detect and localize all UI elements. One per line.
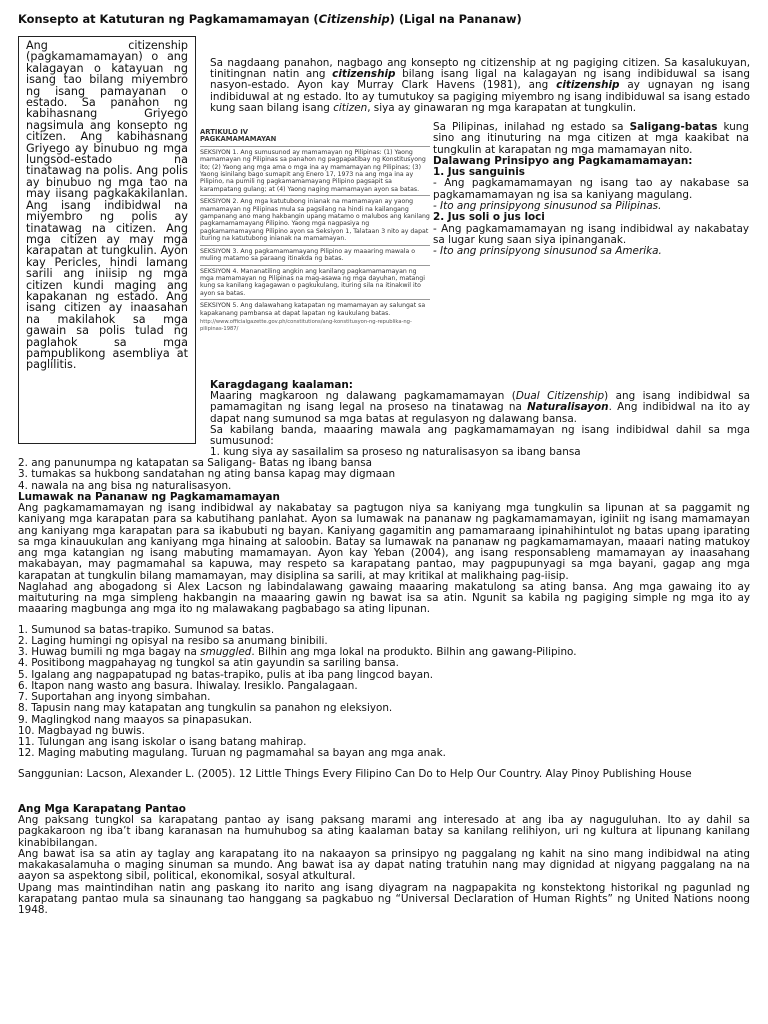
list-item-3-text: 3. Huwag bumili ng mga bagay na (18, 646, 201, 658)
loss-item-2: 2. ang panunumpa ng katapatan sa Saligang- Batas ng ibang bansa (18, 457, 372, 469)
article-section-1: SEKSIYON 1. Ang sumusunod ay mamamayan ng Pilipinas: (1) Yaong mamamayan ng Pilipinas sa panahon ng pagpapatibay ng Konstitusyong ito; (2) Yaong ang mga ama o mga ina ay mamamayan ng Pilipinas; (3) Yaong isinilang bago sumapit ang Enero 17, 1973 na ang mga ina ay Pilipino, na pumili ng pagkamamamayang Pilipino pagsapit sa karampatang gulang; at (4) Yaong naging mamamayan ayon sa batas. (200, 146, 430, 193)
constitution-article (200, 129, 430, 347)
additional-info (210, 380, 750, 458)
dual-italic: Dual Citizenship (515, 390, 605, 403)
intro-italic-1: citizen (333, 101, 368, 114)
naturalization-term: Naturalisayon (527, 401, 609, 414)
intro-text-1: Sa nagdaang panahon, nagbago ang konsepto ng citizenship at ng pagiging citizen. Sa kasalukuyan, tinitingnan natin ang (210, 57, 750, 81)
dual-text-3: . Ang indibidwal na ito ay dapat nang sumunod sa mga batas at regulasyon ng dalawang bansa. (210, 401, 750, 425)
list-item-3-italic: smuggled (200, 646, 252, 658)
article-section-3: SEKSIYON 3. Ang pagkamamamayang Pilipino ay maaaring mawala o muling matamo sa paraang itinakda ng batas. (200, 245, 430, 263)
dual-text-2: ) ang isang indibidwal sa pamamagitan ng isang legal na proseso na tinatawag na (210, 390, 751, 414)
article-section-4: SEKSIYON 4. Mananatiling angkin ang kanilang pagkamamamayan ng mga mamamayan ng Pilipinas na mag-asawa ng mga dayuhan, matangi kung sa kanilang kagagawan o pagkukulang, ituring sila na itinakwil ito ayon sa batas. (200, 265, 430, 298)
dual-text-1: Maaring magkaroon ng dalawang pagkamamamayan ( (210, 390, 516, 403)
human-rights-heading: Ang Mga Karapatang Pantao (18, 802, 186, 815)
source-citation: Sanggunian: Lacson, Alexander L. (2005). 12 Little Things Every Filipino Can Do to Help Our Country. Alay Pinoy Publishing House (18, 767, 692, 780)
jus-soli-heading: 2. Jus soli o jus loci (433, 211, 545, 224)
jus-sanguinis-note: - Ito ang prinsipyong sinusunod sa Pilipinas. (433, 200, 662, 213)
intro-text-3: ay ugnayan ng isang indibiduwal at ng estado. Ito ay tumutukoy sa pagiging miyembro ng isang indibiduwal sa isang estado kung saan bilang isang (210, 79, 750, 114)
intro-paragraph (210, 58, 750, 114)
article-subheading: PAGKAMAMAMAYAN (200, 135, 277, 144)
human-rights-paragraph-1: Ang paksang tungkol sa karapatang pantao ay isang paksang marami ang interesado at ang iba ay naguguluhan. Ito ay dahil sa pagkakaroon ng iba’t ibang karanasan na humuhubog sa ating kaalaman batay sa kanilang relihiyon, uri ng kultura at lipunang kanilang kinabibilangan. (18, 814, 750, 849)
article-section-2: SEKSIYON 2. Ang mga katutubong inianak na mamamayan ay yaong mamamayan ng Pilipinas mula sa pagsilang na hindi na kailangang gampanang ano mang hakbangin upang matamo o malubos ang kanilang pagkamamamayang Pilipino. Yaong mga nagpasiya ng pagkamamamayang Pilipino ayon sa Seksiyon 1, Talataan 3 nito ay dapat ituring na katutubong inianak na mamamayan. (200, 195, 430, 242)
article-source-link[interactable]: http://www.officialgazette.gov.ph/constitutions/ang-konstitusyon-ng-republika-ng-pilipinas-1987/ (200, 318, 412, 333)
principles-column (433, 122, 749, 258)
title-prefix: Konsepto at Katuturan ng Pagkamamamayan ( (18, 12, 319, 26)
list-item: 2. Laging humingi ng opisyal na resibo sa anumang binibili. (18, 634, 328, 647)
loss-intro: Sa kabilang banda, maaaring mawala ang pagkamamamayan ng isang indibidwal dahil sa mga sumusunod: (210, 423, 750, 448)
human-rights-paragraph-2: Ang bawat isa sa atin ay taglay ang karapatang ito na nakaayon sa prinsipyo ng paggalang ng kahit na sino mang indibidwal na ating makakasalamuha o maging sinuman sa mundo. Ang bawat isa ay dapat nating tratuhin nang may dignidad at nigyang paggalang na na aayon sa aspektong sibil, political, ekonomikal, sosyal atkultural. (18, 847, 750, 883)
principles-intro-text-1: Sa Pilipinas, inilahad ng estado sa (433, 121, 630, 133)
title-suffix: ) (Ligal na Pananaw) (389, 12, 522, 26)
list-item: 1. Sumunod sa batas-trapiko. Sumunod sa batas. (18, 623, 275, 636)
intro-bold-1: citizenship (332, 68, 396, 81)
intro-text-2: bilang isang ligal na kalagayan ng isang indibiduwal sa isang nasyon-estado. Ayon kay Murray Clark Havens (1981), ang (210, 68, 750, 92)
loss-item-1: 1. kung siya ay sasailalim sa proseso ng naturalisasyon sa ibang bansa (210, 446, 581, 459)
list-item: 5. Igalang ang nagpapatupad ng batas-trapiko, pulis at iba pang lingcod bayan. (18, 668, 433, 681)
list-item: 12. Maging mabuting magulang. Turuan ng pagmamahal sa bayan ang mga anak. (18, 747, 446, 760)
principles-intro-bold: Saligang-batas (629, 121, 718, 133)
list-item: 8. Tapusin nang may katapatan ang tungkulin sa panahon ng eleksiyon. (18, 702, 393, 715)
article-section-5: SEKSIYON 5. Ang dalawahang katapatan ng mamamayan ay salungat sa kapakanang pambansa at dapat lapatan ng kaukulang batas. (200, 299, 430, 317)
list-item: 6. Itapon nang wasto ang basura. Ihiwalay. Iresiklo. Pangalagaan. (18, 679, 358, 692)
lacson-paragraph: Naglahad ang abogadong si Alex Lacson ng labindalawang gawaing maaaring makatulong sa ating bansa. Ang mga gawaing ito ay maituturing na mga simpleng hakbangin na maaaring gawin ng bawat isa sa atin. Ngunit sa kabila ng pagiging simple ng mga ito ay maaaring magbunga ang mga ito ng malawakang pagbabago sa ating lipunan. (18, 580, 750, 616)
list-item: 9. Maglingkod nang maayos sa pinapasukan. (18, 713, 253, 726)
principles-intro-text-2: kung sino ang itinuturing na mga citizen at mga kaakibat na tungkulin at karapatan ng mga mamamayan nito. (433, 121, 749, 156)
human-rights-paragraph-3: Upang mas maintindihan natin ang paskang ito narito ang isang diyagram na nagpapakita ng konstektong historikal ng pagunlad ng karapatang pantao mula sa sinaunang tao hanggang sa pagkabuo ng “Universal Declaration of Human Rights” ng United Nations noong 1948. (18, 881, 750, 916)
expanded-view-heading: Lumawak na Pananaw ng Pagkamamamayan (18, 490, 280, 503)
title-italic: Citizenship (318, 12, 390, 26)
principles-intro (433, 122, 749, 156)
list-item: 4. Positibong magpahayag ng tungkol sa atin gayundin sa sariling bansa. (18, 657, 399, 670)
list-item: 10. Magbayad ng buwis. (18, 724, 145, 737)
jus-sanguinis-heading: 1. Jus sanguinis (433, 166, 525, 179)
jus-sanguinis-text: - Ang pagkamamamayan ng isang tao ay nakabase sa pagkamamamayan ng isa sa kaniyang magulang. (433, 177, 749, 201)
intro-bold-2: citizenship (556, 79, 620, 92)
list-item-3-rest: . Bilhin ang mga lokal na produkto. Bilhin ang gawang-Pilipino. (251, 646, 577, 658)
dual-citizenship-text (210, 391, 750, 425)
expanded-view-paragraph: Ang pagkamamamayan ng isang indibidwal ay nakabatay sa pagtugon niya sa kaniyang mga tungkulin sa lipunan at sa paggamit ng kaniyang mga karapatan para sa kabutihang panlahat. Ayon sa lumawak na pananaw ng pagkamamamayan, iginiit ng isang mamamayan ang kaniyang mga karapatan para sa ikabubuti ng bayan. Kaniyang gagamitin ang pamamaraang ipinahihintulot ng batas upang iparating sa mga kinauukulan ang kaniyang mga hinaing at saloobin. Batay sa lumawak na pananaw ng pagkamamamayan, maaari nating matukoy ang mga katangian ng isang mabuting mamamayan. Ayon kay Yeban (2004), ang isang responsableng mamamayan ay inaasahang makabayan, may pagmamahal sa kapuwa, may respeto sa karapatang pantao, may pagpupunyagi sa mga bayani, gagap ang mga karapatan at tungkulin bilang mamamayan, may disiplina sa sarili, at may kritikal at malikhaing pag-iisip. (18, 502, 750, 582)
intro-text-4: , siya ay ginawaran ng mga karapatan at tungkulin. (367, 101, 637, 114)
list-item: 11. Tulungan ang isang iskolar o isang batang mahirap. (18, 736, 307, 748)
article-heading: ARTIKULO IV (200, 128, 249, 136)
additional-info-heading: Karagdagang kaalaman: (210, 379, 353, 391)
definition-text: Ang citizenship (pagkamamamayan) o ang kalagayan o katayuan ng isang tao bilang miyembro ng isang pamayanan o estado. Sa panahon ng kabihasnang Griyego nagsimula ang konsepto ng citizen. Ang kabihasnang Griyego ay binubuo ng mga lungsod-estado na tinatawag na polis. Ang polis ay binubuo ng mga tao na may iisang pagkakakilanlan. Ang isang indibidwal na miyembro ng polis ay tinatawag na citizen. Ang mga citizen ay may mga karapatan at tungkulin. Ayon kay Pericles, hindi lamang sarili ang iniisip ng mga citizen kundi maging ang kapakanan ng estado. Ang isang citizen ay inaasahan na makilahok sa mga gawain sa polis tulad ng paglahok sa mga pampublikong asembliya at paglilitis. (26, 39, 188, 372)
list-item: 7. Suportahan ang inyong simbahan. (18, 691, 211, 703)
jus-soli-text: - Ang pagkamamamayan ng isang indibidwal ay nakabatay sa lugar kung saan siya ipinanganak. (433, 222, 749, 246)
page-title (18, 12, 522, 26)
definition-box (18, 36, 196, 444)
principles-heading: Dalawang Prinsipyo ang Pagkamamamayan: (433, 154, 693, 167)
main-body (18, 458, 750, 916)
jus-soli-note: - Ito ang prinsipyong sinusunod sa Amerika. (433, 245, 662, 258)
loss-item-3: 3. tumakas sa hukbong sandatahan ng ating bansa kapag may digmaan (18, 468, 396, 481)
loss-item-4: 4. nawala na ang bisa ng naturalisasyon. (18, 479, 232, 492)
